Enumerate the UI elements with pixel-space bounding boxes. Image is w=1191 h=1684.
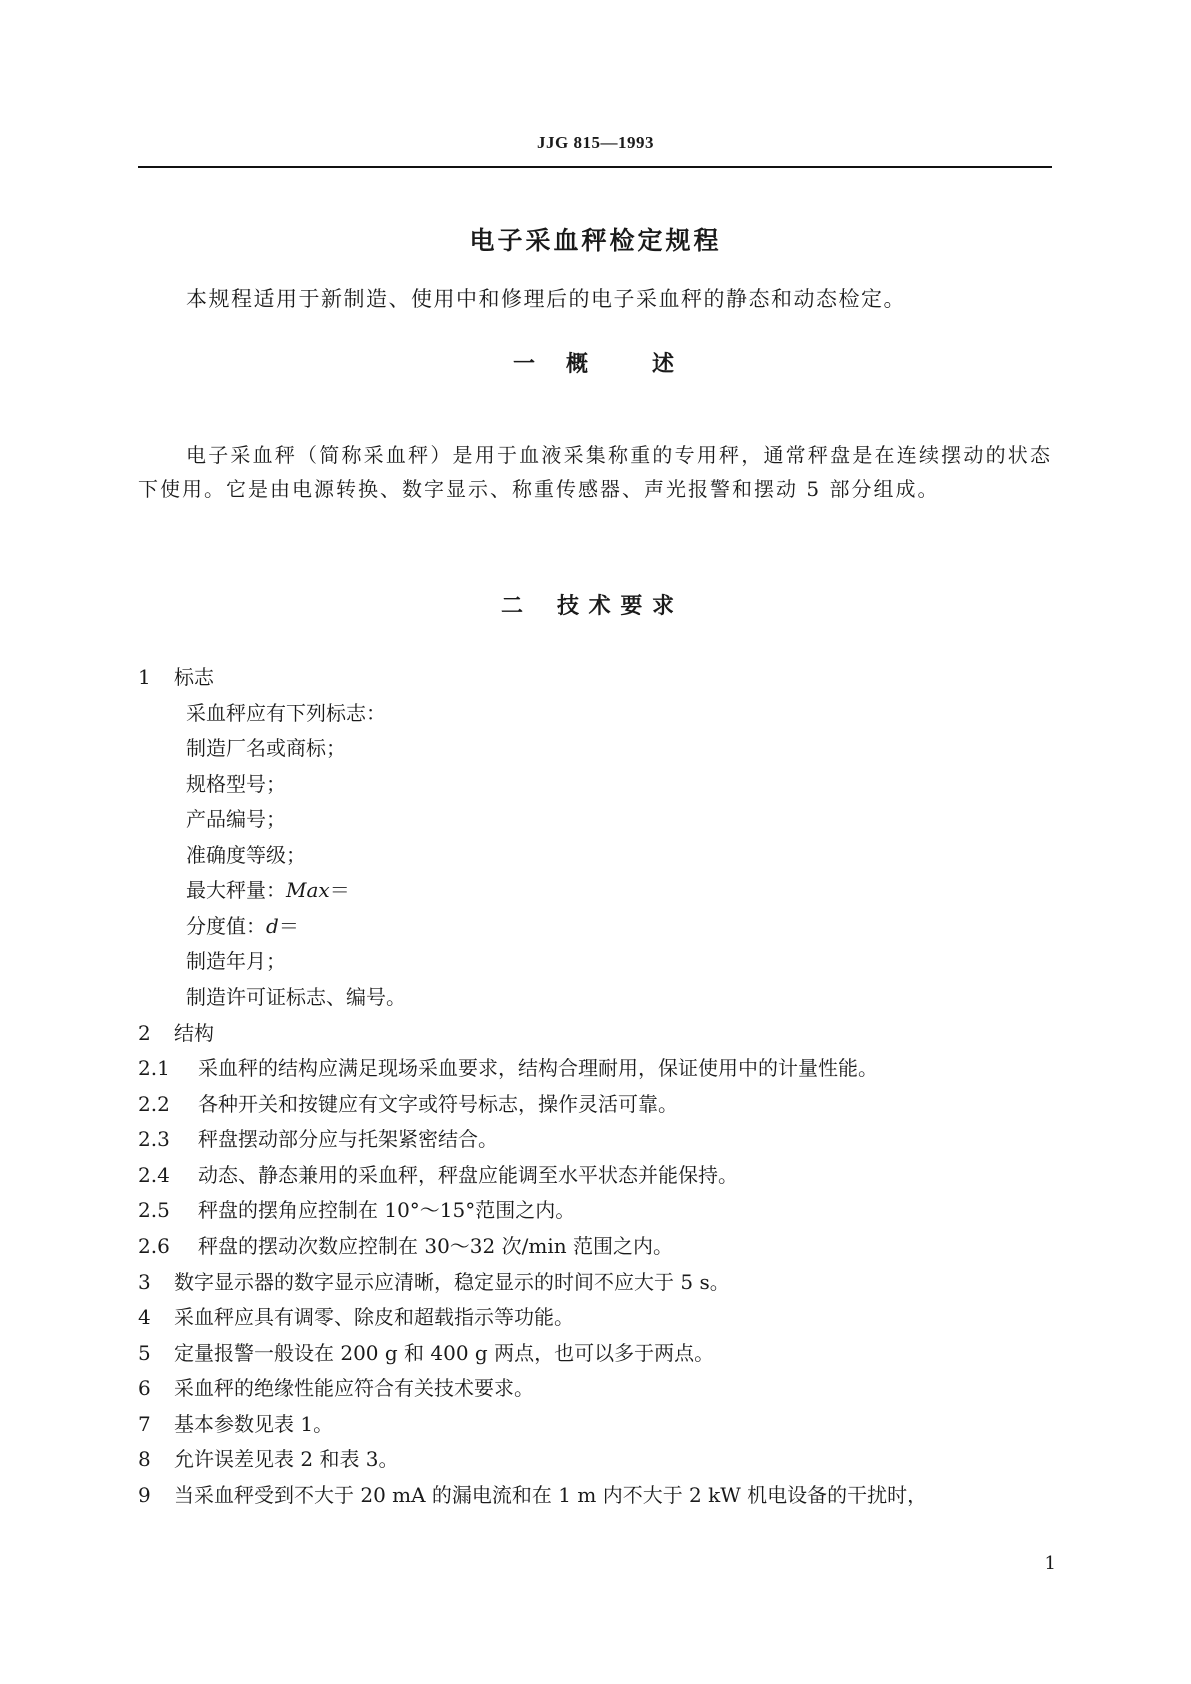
marking-max-capacity — [186, 877, 350, 903]
item-2-1-number: 2.1 — [138, 1056, 170, 1080]
intro-paragraph: 本规程适用于新制造、使用中和修理后的电子采血秤的静态和动态检定。 — [186, 287, 906, 311]
section2-number: 二 — [501, 594, 524, 619]
item-4-number: 4 — [138, 1305, 151, 1329]
marking-manufacture-date: 制造年月； — [186, 949, 286, 973]
item-9-text: 当采血秤受到不大于 20 mA 的漏电流和在 1 m 内不大于 2 kW 机电设备的干扰时， — [174, 1483, 928, 1507]
item-8-text: 允许误差见表 2 和表 3。 — [174, 1447, 399, 1471]
page-number: 1 — [1044, 1553, 1056, 1574]
item-4-text: 采血秤应具有调零、除皮和超载指示等功能。 — [174, 1305, 574, 1329]
item-5-text: 定量报警一般设在 200 g 和 400 g 两点，也可以多于两点。 — [174, 1341, 715, 1365]
item-8-number: 8 — [138, 1447, 151, 1471]
item-2-3-text: 秤盘摆动部分应与托架紧密结合。 — [198, 1127, 498, 1151]
item-2-2-number: 2.2 — [138, 1092, 170, 1116]
section1-title-char1: 概 — [566, 352, 589, 377]
item-2-3-number: 2.3 — [138, 1127, 170, 1151]
marking-manufacturer: 制造厂名或商标； — [186, 736, 346, 760]
document-code-header: JJG 815—1993 — [537, 133, 654, 152]
item-7-number: 7 — [138, 1412, 151, 1436]
max-capacity-variable: Max — [286, 878, 330, 902]
item-1-number: 1 — [138, 665, 151, 689]
overview-paragraph: 电子采血秤（简称采血秤）是用于血液采集称重的专用秤，通常秤盘是在连续摆动的状态下使用。它是由电源转换、数字显示、称重传感器、声光报警和摆动 5 部分组成。 — [138, 443, 1052, 501]
marking-scale-interval — [186, 913, 299, 939]
item-2-5-number: 2.5 — [138, 1198, 170, 1222]
item-2-4-text: 动态、静态兼用的采血秤，秤盘应能调至水平状态并能保持。 — [198, 1163, 738, 1187]
section1-number: 一 — [513, 352, 536, 377]
section2-title: 技 术 要 求 — [557, 594, 675, 619]
item-2-number: 2 — [138, 1021, 151, 1045]
item-2-2-text: 各种开关和按键应有文字或符号标志，操作灵活可靠。 — [198, 1092, 678, 1116]
item-7-text: 基本参数见表 1。 — [174, 1412, 334, 1436]
item-3-text: 数字显示器的数字显示应清晰，稳定显示的时间不应大于 5 s。 — [174, 1270, 730, 1294]
item-5-number: 5 — [138, 1341, 151, 1365]
marking-serial-number: 产品编号； — [186, 807, 286, 831]
item-3-number: 3 — [138, 1270, 151, 1294]
scale-interval-variable: d — [266, 914, 279, 938]
scale-interval-equals: ＝ — [278, 914, 299, 938]
item-2-5-text: 秤盘的摆角应控制在 10°～15°范围之内。 — [198, 1198, 576, 1222]
max-capacity-label: 最大秤量： — [186, 878, 286, 902]
item-9-number: 9 — [138, 1483, 151, 1507]
markings-intro: 采血秤应有下列标志： — [186, 701, 386, 725]
item-2-6-number: 2.6 — [138, 1234, 170, 1258]
item-2-6-text: 秤盘的摆动次数应控制在 30～32 次/min 范围之内。 — [198, 1234, 673, 1258]
item-6-number: 6 — [138, 1376, 151, 1400]
header-rule — [138, 166, 1052, 168]
marking-model: 规格型号； — [186, 772, 286, 796]
item-6-text: 采血秤的绝缘性能应符合有关技术要求。 — [174, 1376, 534, 1400]
max-capacity-equals: ＝ — [329, 878, 350, 902]
marking-license: 制造许可证标志、编号。 — [186, 985, 406, 1009]
document-title: 电子采血秤检定规程 — [469, 226, 722, 255]
item-2-4-number: 2.4 — [138, 1163, 170, 1187]
item-1-label: 标志 — [174, 665, 214, 689]
section1-title-char2: 述 — [652, 352, 675, 377]
scale-interval-label: 分度值： — [186, 914, 266, 938]
item-2-label: 结构 — [174, 1021, 214, 1045]
item-2-1-text: 采血秤的结构应满足现场采血要求，结构合理耐用，保证使用中的计量性能。 — [198, 1056, 878, 1080]
marking-accuracy-class: 准确度等级； — [186, 843, 306, 867]
